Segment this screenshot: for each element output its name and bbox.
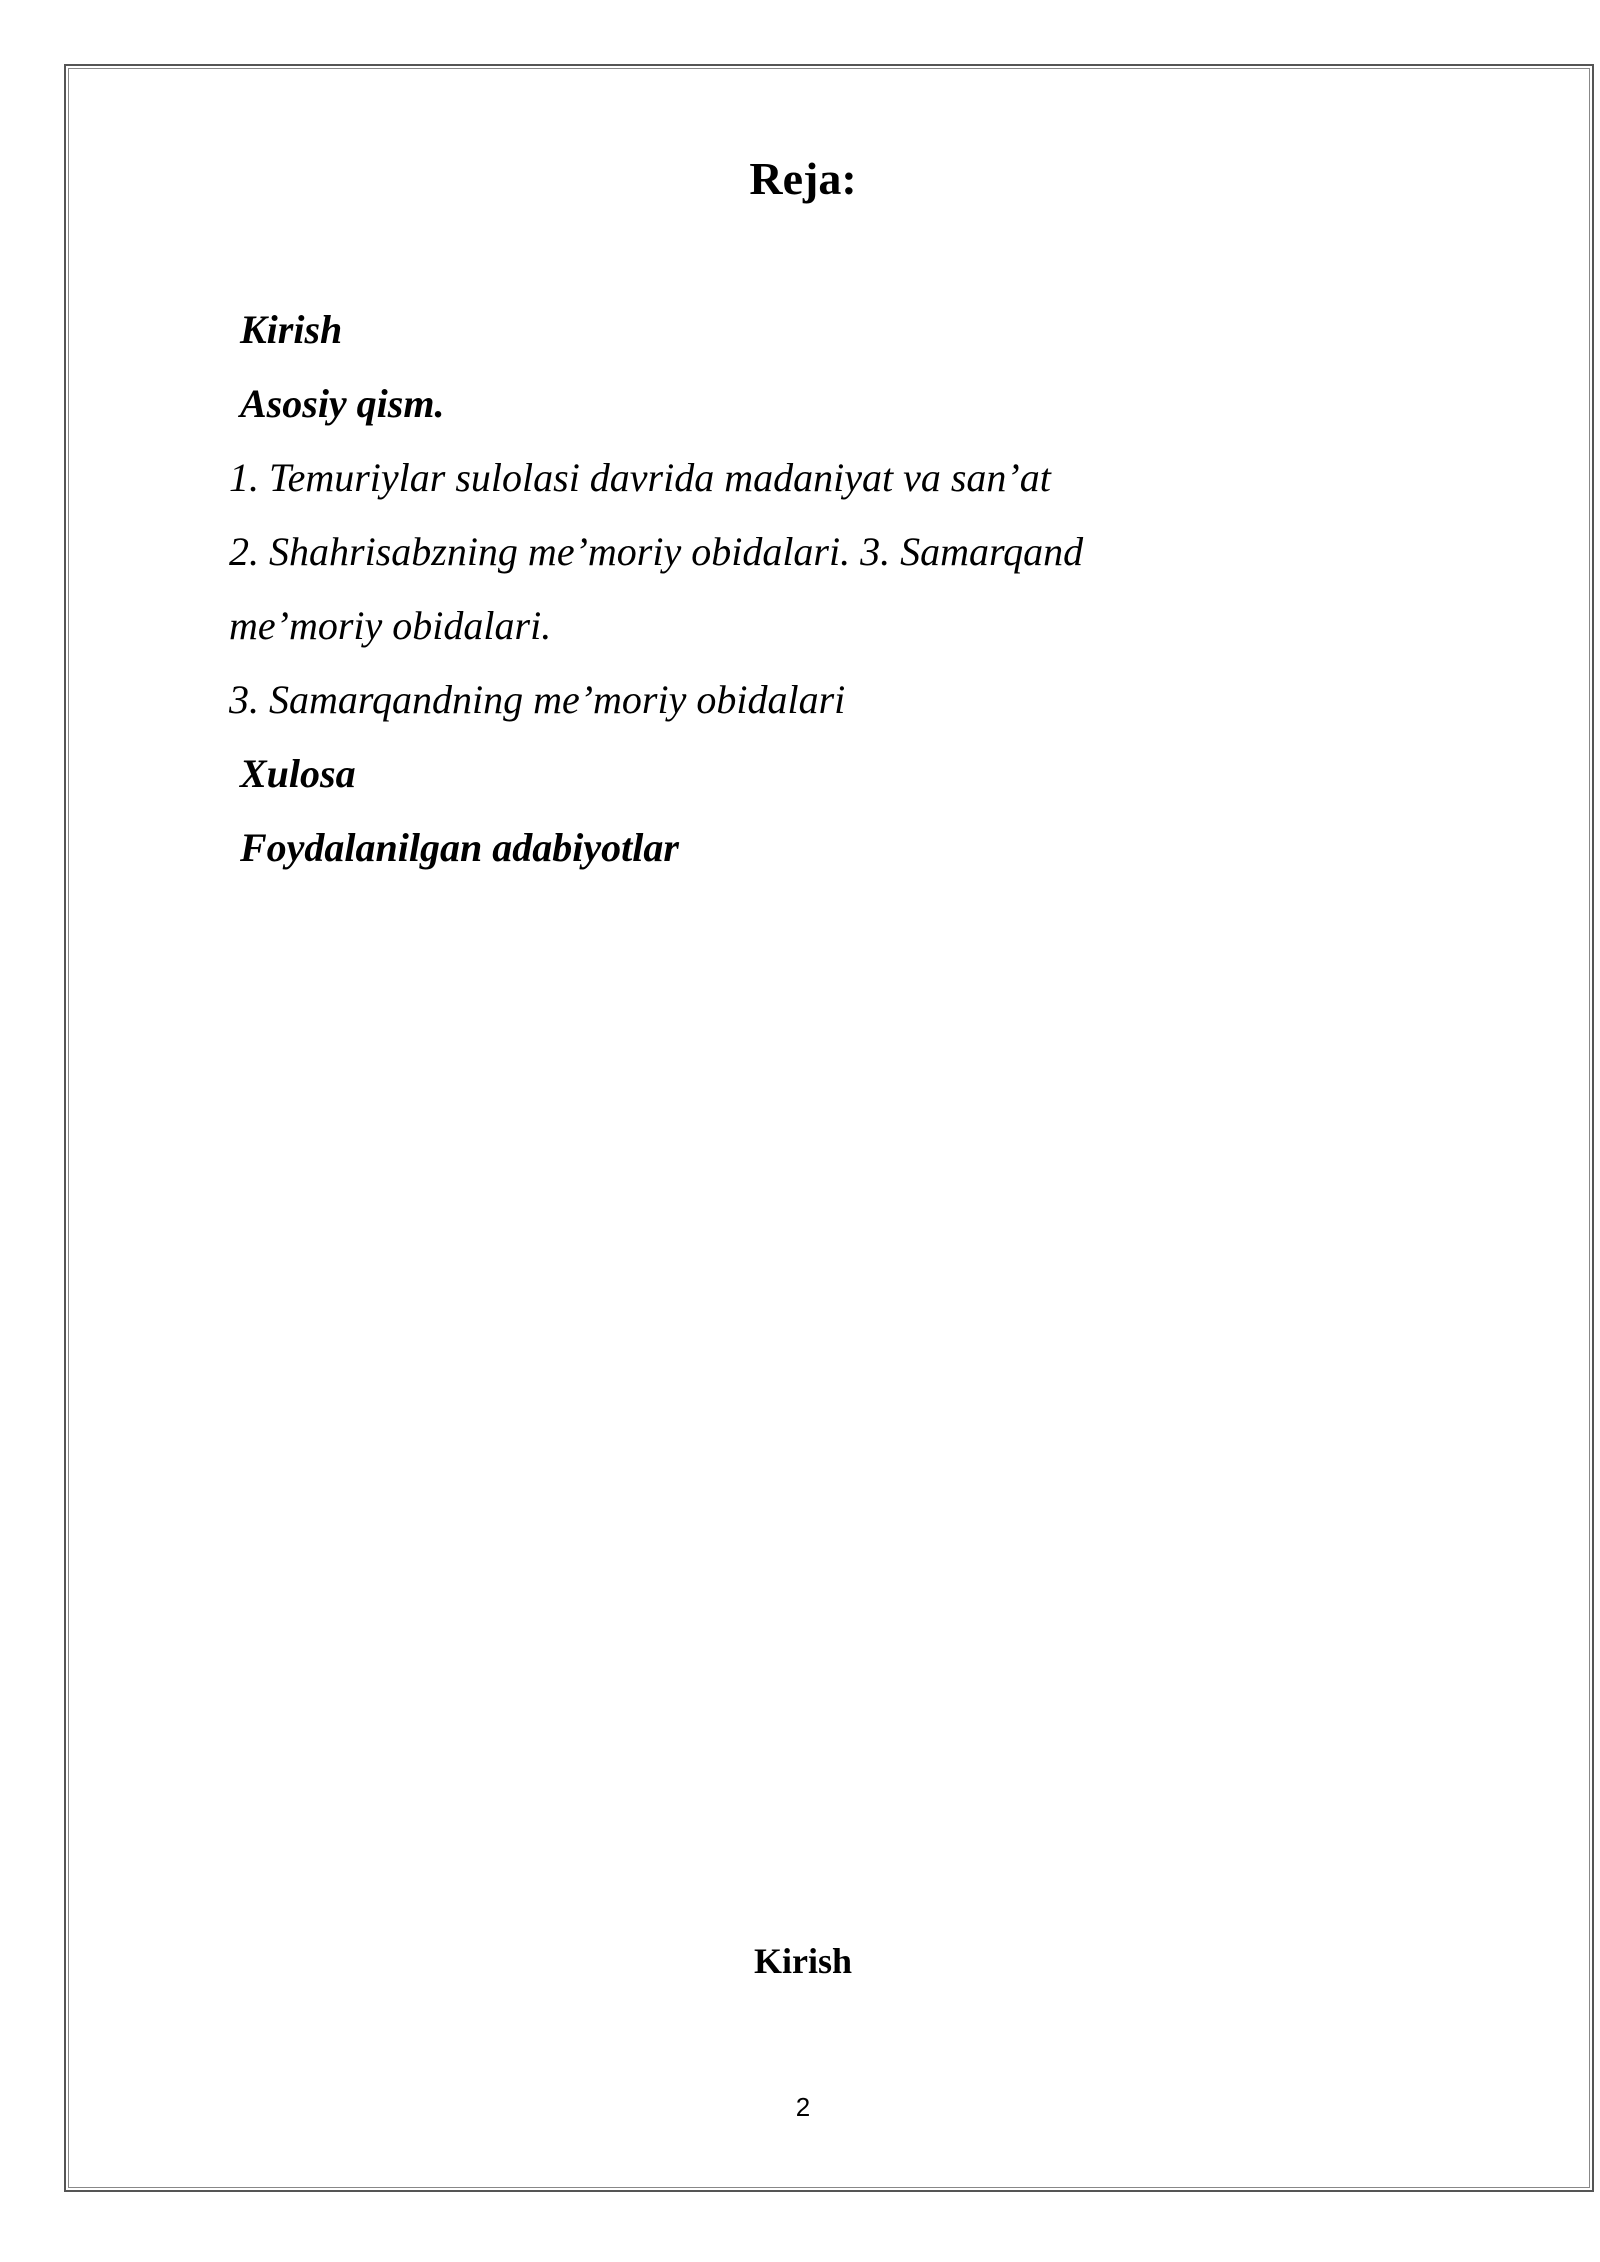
toc-conclusion: Xulosa [240,751,356,796]
toc-references: Foydalanilgan adabiyotlar [240,825,679,870]
toc-item-1 [229,455,1051,500]
toc-main-part: Asosiy qism. [240,381,445,426]
page-title: Reja: [749,153,857,204]
toc-intro: Kirish [240,307,343,352]
toc-item-3: 3. Samarqandning me’moriy obidalari [229,677,846,722]
toc-item-2-number: 2. [229,529,259,574]
toc-item-2-continuation: me’moriy obidalari. [229,603,552,648]
toc-item-2 [229,529,1084,574]
toc-item-1-text: Temuriylar sulolasi davrida madaniyat va san’at [269,455,1051,500]
page-number: 2 [795,2092,811,2122]
section-heading-intro: Kirish [753,1941,852,1981]
toc-item-2-text: Shahrisabzning me’moriy obidalari. 3. Samarqand [269,529,1084,574]
toc-item-1-number: 1. [229,455,259,500]
